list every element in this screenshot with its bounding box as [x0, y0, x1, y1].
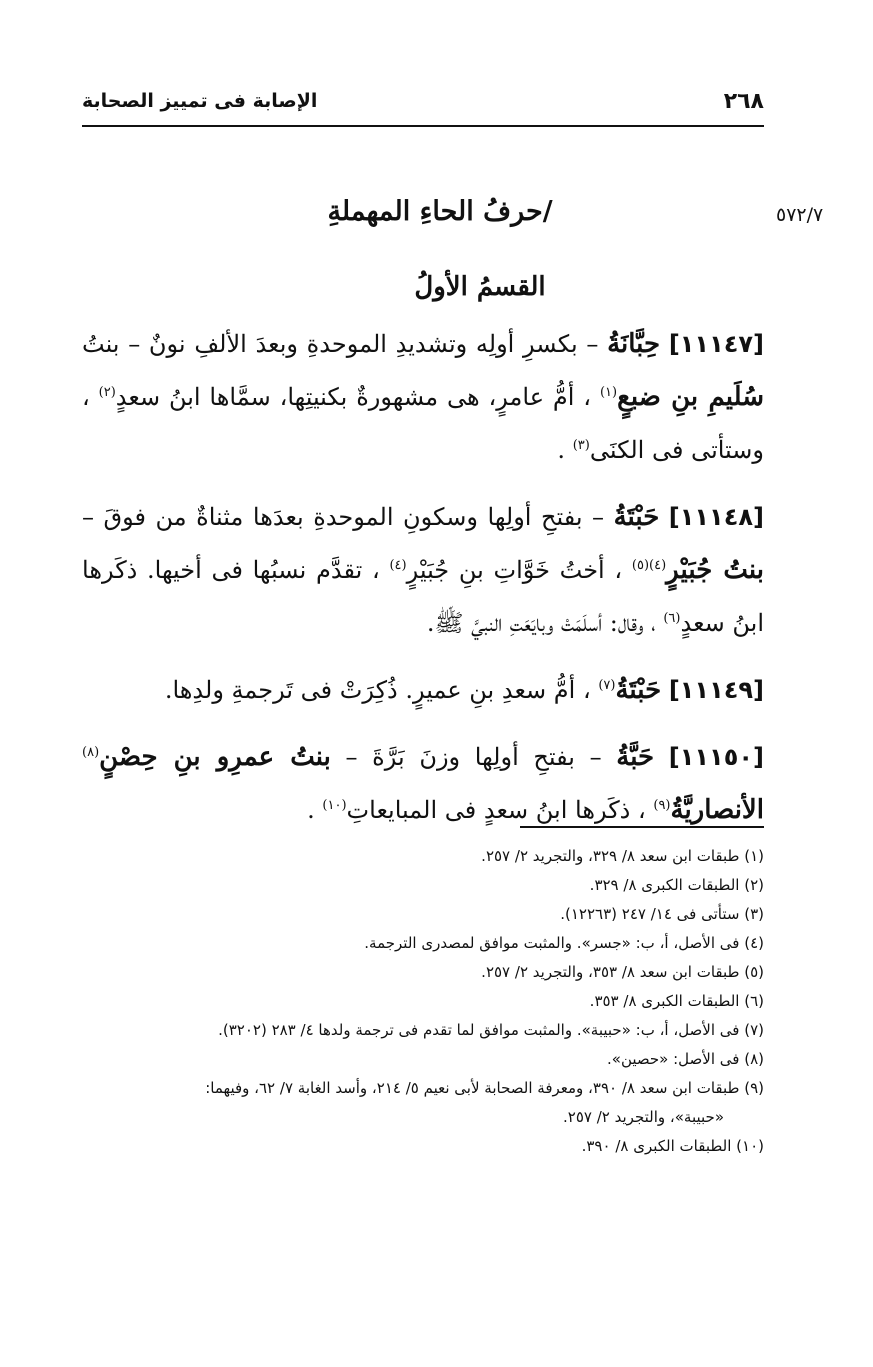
entry-lineage: بنتُ عمرِو بنِ حِصْنٍ [99, 742, 331, 772]
footnote-continuation: «حبيبة»، والتجريد ٢/ ٢٥٧. [563, 1108, 724, 1126]
entry-number: [١١١٤٧] [668, 330, 764, 358]
footnote: (٣) ستأتى فى ١٤/ ٢٤٧ (١٢٢٦٣). [560, 905, 764, 923]
entry-text: . [557, 436, 566, 464]
entry-text: ، أمُّ سعدِ بنِ عميرٍ. ذُكِرَتْ فى تَرجمةِ ولدِها. [164, 676, 591, 704]
footnote-marker: (٩) [653, 798, 671, 813]
footnote: (٦) الطبقات الكبرى ٨/ ٣٥٣. [589, 992, 764, 1010]
entry-text: ، تقدَّم نسبُها فى أخيها. ذكَرها ابنُ سعدٍ [82, 556, 764, 637]
entry-text: ، وقال: أسلَمَتْ وبايَعَتِ النبيَّ ﷺ. [426, 609, 656, 637]
entry-text: ، وستأتى فى الكنَى [82, 383, 764, 464]
footnote: (٥) طبقات ابن سعد ٨/ ٣٥٣، والتجريد ٢/ ٢٥٧. [481, 963, 764, 981]
entry-lineage: سُلَيمِ بنِ ضبعٍ [617, 382, 765, 412]
entry-lineage: بنتُ جُبَيْرٍ [666, 555, 764, 585]
entry-text: . [307, 796, 315, 824]
entry-11147 [82, 318, 764, 477]
entry-text: ، أمُّ عامرٍ، هى مشهورةٌ بكنيتِها، سمَّاها ابنُ سعدٍ [115, 383, 592, 411]
running-title: الإصابة فى تمييز الصحابة [82, 90, 318, 112]
header-divider [82, 125, 764, 127]
footnote-marker: (٧) [598, 678, 616, 693]
main-text [82, 318, 764, 851]
running-header [82, 84, 764, 118]
footnote: (٨) فى الأصل: «حصين». [607, 1050, 764, 1068]
footnote: (٩) طبقات ابن سعد ٨/ ٣٩٠، ومعرفة الصحابة لأبى نعيم ٥/ ٢١٤، وأسد الغابة ٧/ ٦٢، وفيهما: [205, 1079, 764, 1097]
entry-text: ، ذكَرها ابنُ سعدٍ فى المبايعاتِ [346, 796, 646, 824]
entry-text: – بفتحِ أولِها وسكونِ الموحدةِ بعدَها مثناةٌ من فوقَ – [82, 503, 605, 531]
footnote: (٤) فى الأصل، أ، ب: «جسر». والمثبت موافق لمصدرى الترجمة. [364, 934, 764, 952]
margin-reference: ٥٧٢/٧ [776, 204, 824, 226]
entry-text: ، أختُ خَوَّاتِ بنِ جُبَيْرٍ [406, 556, 623, 584]
footnote: (٧) فى الأصل، أ، ب: «حبيبة». والمثبت موافق لما تقدم فى ترجمة ولدها ٤/ ٢٨٣ (٣٢٠٢). [218, 1021, 764, 1039]
entry-11149 [82, 664, 764, 717]
entry-name: حَبْتَةُ [615, 675, 662, 705]
entry-text: – بكسرِ أولِه وتشديدِ الموحدةِ وبعدَ الألفِ نونٌ – بنتُ [82, 330, 599, 358]
footnote-marker: (٤)(٥) [631, 558, 667, 573]
page-number: ٢٦٨ [723, 88, 764, 114]
entry-name: حَبَّةُ [616, 742, 655, 772]
subsection-title: القسمُ الأولُ [414, 272, 546, 302]
footnote: (٢) الطبقات الكبرى ٨/ ٣٢٩. [589, 876, 764, 894]
entry-number: [١١١٤٨] [668, 503, 764, 531]
footnote-marker: (١) [599, 385, 618, 400]
footnote: (١٠) الطبقات الكبرى ٨/ ٣٩٠. [581, 1137, 764, 1155]
entry-number: [١١١٤٩] [668, 676, 764, 704]
entry-11148 [82, 491, 764, 650]
entry-11150 [82, 731, 764, 837]
footnote-marker: (٤) [389, 558, 407, 573]
footnote-marker: (٢) [98, 385, 116, 400]
entry-name: حِبَّانَةُ [607, 329, 661, 359]
footnote: (١) طبقات ابن سعد ٨/ ٣٢٩، والتجريد ٢/ ٢٥٧. [481, 847, 764, 865]
entry-number: [١١١٥٠] [668, 743, 764, 771]
footnote-marker: (٦) [663, 611, 681, 626]
entry-text: – بفتحِ أولِها وزنَ بَرَّةَ – [345, 743, 602, 771]
footnote-marker: (٣) [572, 438, 590, 453]
entry-name: حَبْتَةُ [613, 502, 660, 532]
entry-nisba: الأنصاريَّةُ [670, 795, 764, 825]
footnotes [82, 842, 764, 1161]
footnote-marker: (١٠) [322, 798, 347, 813]
section-title: /حرفُ الحاءِ المهملةِ [327, 196, 553, 227]
footnote-marker: (٨) [82, 745, 100, 760]
footnote-divider [520, 826, 764, 828]
